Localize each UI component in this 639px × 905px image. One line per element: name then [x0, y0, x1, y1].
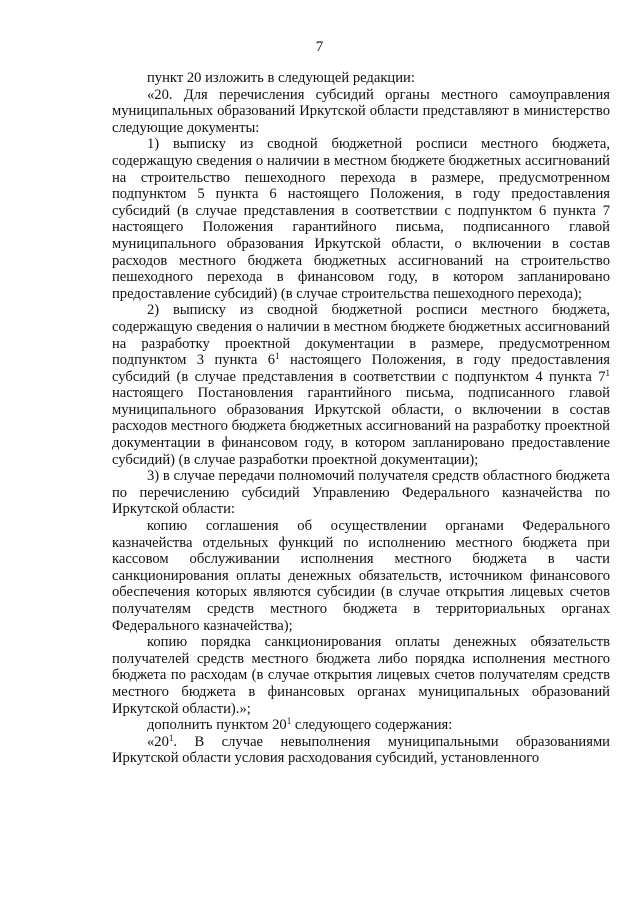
paragraph: [112, 136, 610, 302]
page-number: 7: [315, 39, 324, 55]
text-run: 1) выписку из сводной бюджетной росписи местного бюджета, содержащую сведения о наличии в местном бюджете бюджетных ассигнований на строительство пешеходного перехода в размере, предусмотренном подпунктом 5 пункта 6 настоящего Положения, в году предоставления субсидий (в случае представления в соответствии с подпунктом 6 пункта 7 настоящего Положения гарантийного письма, подписанного главой муниципального образования Иркутской области, о включении в состав расходов местного бюджета бюджетных ассигнований на строительство пешеходного перехода в финансовом году, в котором запланировано предоставление субсидий) (в случае строительства пешеходного перехода);: [112, 136, 610, 302]
paragraph: [112, 87, 610, 137]
text-run: . В случае невыполнения муниципальными образованиями Иркутской области условия расходования субсидий, установленного: [112, 733, 610, 767]
text-run: дополнить пунктом 20: [147, 717, 287, 734]
text-run: настоящего Положения, в году предоставления субсидий (в случае представления в соответствии с подпунктом 4 пункта 7: [112, 352, 610, 385]
paragraph: [112, 734, 610, 767]
superscript: 1: [168, 732, 174, 743]
paragraph: [112, 634, 610, 717]
text-run: следующего содержания:: [291, 717, 453, 734]
superscript: 1: [275, 351, 280, 362]
paragraph: [112, 717, 610, 734]
text-run: копию порядка санкционирования оплаты денежных обязательств получателей средств местного бюджета либо порядка исполнения местного бюджета по расходам (в случае открытия лицевых счетов получателям средств местного бюджета в финансовых органах муниципальных образований Иркутской области).»;: [112, 634, 610, 717]
text-run: пункт 20 изложить в следующей редакции:: [147, 70, 415, 86]
paragraph: [112, 70, 610, 87]
text-run: копию соглашения об осуществлении органами Федерального казначейства отдельных функций по исполнению местного бюджета при кассовом обслуживании исполнения местного бюджета в части санкционирования оплаты денежных обязательств, источником финансового обеспечения которых являются субсидии (в случае открытия лицевых счетов получателям средств местного бюджета в территориальных органах Федерального казначейства);: [112, 518, 610, 634]
superscript: 1: [605, 367, 610, 378]
text-run: 3) в случае передачи полномочий получателя средств областного бюджета по перечислению субсидий Управлению Федерального казначейства по Иркутской области:: [112, 468, 610, 518]
paragraph: [112, 518, 610, 634]
paragraph: [112, 302, 610, 468]
text-run: «20: [147, 733, 169, 750]
text-run: 2) выписку из сводной бюджетной росписи местного бюджета, содержащую сведения о наличии в местном бюджете бюджетных ассигнований на разработку проектной документации в размере, предусмотренном подпунктом 3 пункта 6: [112, 302, 610, 369]
text-run: «20. Для перечисления субсидий органы местного самоуправления муниципальных образований Иркутской области представляют в министерство следующие документы:: [112, 86, 610, 136]
paragraph: [112, 468, 610, 518]
superscript: 1: [286, 716, 292, 727]
document-body: [112, 70, 610, 767]
text-run: настоящего Постановления гарантийного письма, подписанного главой муниципального образования Иркутской области, о включении в состав расходов местного бюджета бюджетных ассигнований на разработку проектной документации в финансовом году, в котором запланировано предоставление субсидий) (в случае разработки проектной документации);: [112, 385, 610, 468]
